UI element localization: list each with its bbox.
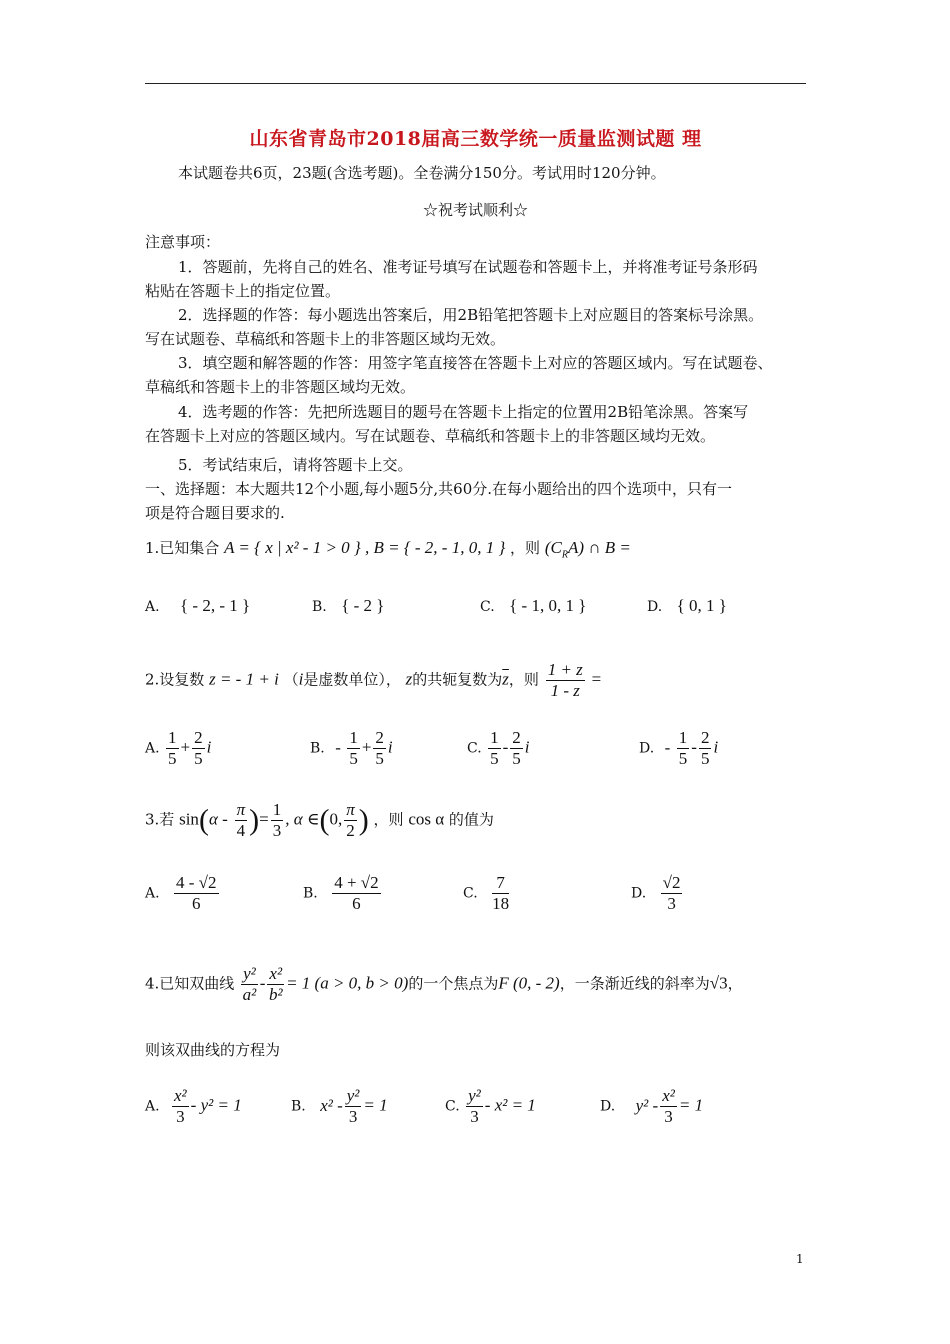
question-4-comma: ， [727,974,743,993]
q3-option-a: A. $\frac{4 - √2}{6}$ [145,873,217,913]
q2-option-c: C. $\frac{1}{5}$ - $\frac{2}{5}$ i [467,728,530,768]
question-2 [145,660,601,701]
question-4-cond: = 1 (a > 0, b > 0) [286,973,409,993]
section-heading-cont: 项是符合题目要求的. [145,504,285,522]
question-2-zbar: $\overline{z}$ [502,669,509,689]
notice-line: 5．考试结束后，请将答题卡上交。 [178,456,413,474]
section-heading: 一、选择题：本大题共12个小题,每小题5分,共60分.在每小题给出的四个选项中，只有一 [145,480,733,498]
question-4-slope: √3 [709,973,728,993]
notice-line: 草稿纸和答题卡上的非答题区域均无效。 [145,378,416,396]
notice-line: 在答题卡上对应的答题区域内。写在试题卷、草稿纸和答题卡上的非答题区域均无效。 [145,427,716,445]
question-4-slope-text: ，一条渐近线的斜率为 [559,974,710,993]
q1-option-c: C. { - 1, 0, 1 } [480,596,587,615]
question-3-eq: = [259,809,269,829]
question-2-eq: = [591,669,602,689]
question-2-fraction: $\frac{1 + z}{1 - z}$ [547,660,583,700]
q4-option-a: A. $\frac{\text{x²}}{3}$ - y² = 1 [145,1086,242,1126]
question-2-lead: 2.设复数 [145,670,205,689]
question-1-sets: A = { x | x² - 1 > 0 } , B = { - 2, - 1, 0, 1 } [224,538,506,557]
question-2-i: i [298,669,304,689]
q1-option-a: A. { - 2, - 1 } [145,596,251,615]
q1-option-d: D. { 0, 1 } [647,596,727,615]
question-3-cos: cos α [408,809,445,829]
question-3-zero: 0, [329,809,343,829]
question-1 [145,538,631,565]
question-2-paren: （ [283,670,299,689]
notice-line: 粘贴在答题卡上的指定位置。 [145,282,341,300]
question-4-focus-text: 的一个焦点为 [408,974,499,993]
notice-line: 2．选择题的作答：每小题选出答案后，用2B铅笔把答题卡上对应题目的答案标号涂黑。 [178,306,764,324]
question-2-zvar: z [405,669,413,689]
question-3-domain: , α ∈ [285,809,320,829]
question-1-expr: $(C_RA)$ ∩ B = [544,538,631,561]
q3-option-b: B. $\frac{4 + √2}{6}$ [303,873,379,913]
question-3: 3.若 sin(α - $\frac{\pi}{4}$ )= $\frac{1}{3}$ , α ∈(0, $\frac{\pi}{2}$ ) ，则 cos α 的值为 [145,800,494,840]
question-4-minus: - [259,973,266,993]
document-title: 山东省青岛市2018届高三数学统一质量监测试题 理 [249,128,702,150]
page-number: 1 [796,1252,804,1266]
question-1-lead: 1.已知集合 [145,539,220,557]
wish-text: ☆祝考试顺利☆ [422,201,528,219]
q4-option-d: D. y² - $\frac{\text{x²}}{3}$ = 1 [600,1086,704,1126]
notice-line: 3．填空题和解答题的作答：用签字笔直接答在答题卡上对应的答题区域内。写在试题卷、 [178,354,773,372]
question-3-tail: 的值为 [448,810,494,829]
notice-line: 1．答题前，先将自己的姓名、准考证号填写在试题卷和答题卡上，并将准考证号条形码 [178,258,758,276]
notice-heading: 注意事项： [145,233,221,251]
q3-option-c: C. $\frac{7}{18}$ [463,873,510,913]
question-3-sin: sin [179,809,199,829]
q1-option-b: B. { - 2 } [312,596,385,615]
question-2-z: z = - 1 + i [209,669,279,689]
question-2-note: 是虚数单位）， [303,670,401,689]
q4-option-c: C. $\frac{\text{y²}}{3}$ - x² = 1 [445,1086,536,1126]
notice-line: 4．选考题的作答：先把所选题目的题号在答题卡上指定的位置用2B铅笔涂黑。答案写 [178,403,749,421]
header-rule [145,83,806,84]
question-3-then: ，则 [373,810,404,829]
question-3-alpha: α - [208,809,228,829]
question-4-focus: F (0, - 2) [498,973,560,993]
question-3-lead: 3.若 [145,810,175,829]
intro-text: 本试题卷共6页，23题(含选考题)。全卷满分150分。考试用时120分钟。 [178,164,666,182]
question-4: 4.已知双曲线 $\frac{\text{y²}}{\text{a²}}$ - $\frac{\text{x²}}{\text{b²}}$ = 1 (a > 0, b > 0)的一个焦点为F (0, - 2)，一条渐近线的斜率为√3， [145,964,743,1004]
q2-option-d: D. - $\frac{1}{5}$ - $\frac{2}{5}$ i [639,728,719,768]
q2-option-b: B. - $\frac{1}{5}$ + $\frac{2}{5}$ i [310,728,393,768]
question-1-mid: ，则 [510,539,541,557]
q4-option-b: B. x² - $\frac{\text{y²}}{3}$ = 1 [291,1086,388,1126]
question-2-then: ，则 [508,670,539,689]
question-4-line2: 则该双曲线的方程为 [145,1041,281,1059]
question-4-lead: 4.已知双曲线 [145,974,235,993]
notice-line: 写在试题卷、草稿纸和答题卡上的非答题区域均无效。 [145,330,506,348]
q2-option-a: A. $\frac{1}{5}$ + $\frac{2}{5}$ i [145,728,212,768]
question-2-conj: 的共轭复数为 [412,670,503,689]
q3-option-d: D. $\frac{√2}{3}$ [631,873,681,913]
